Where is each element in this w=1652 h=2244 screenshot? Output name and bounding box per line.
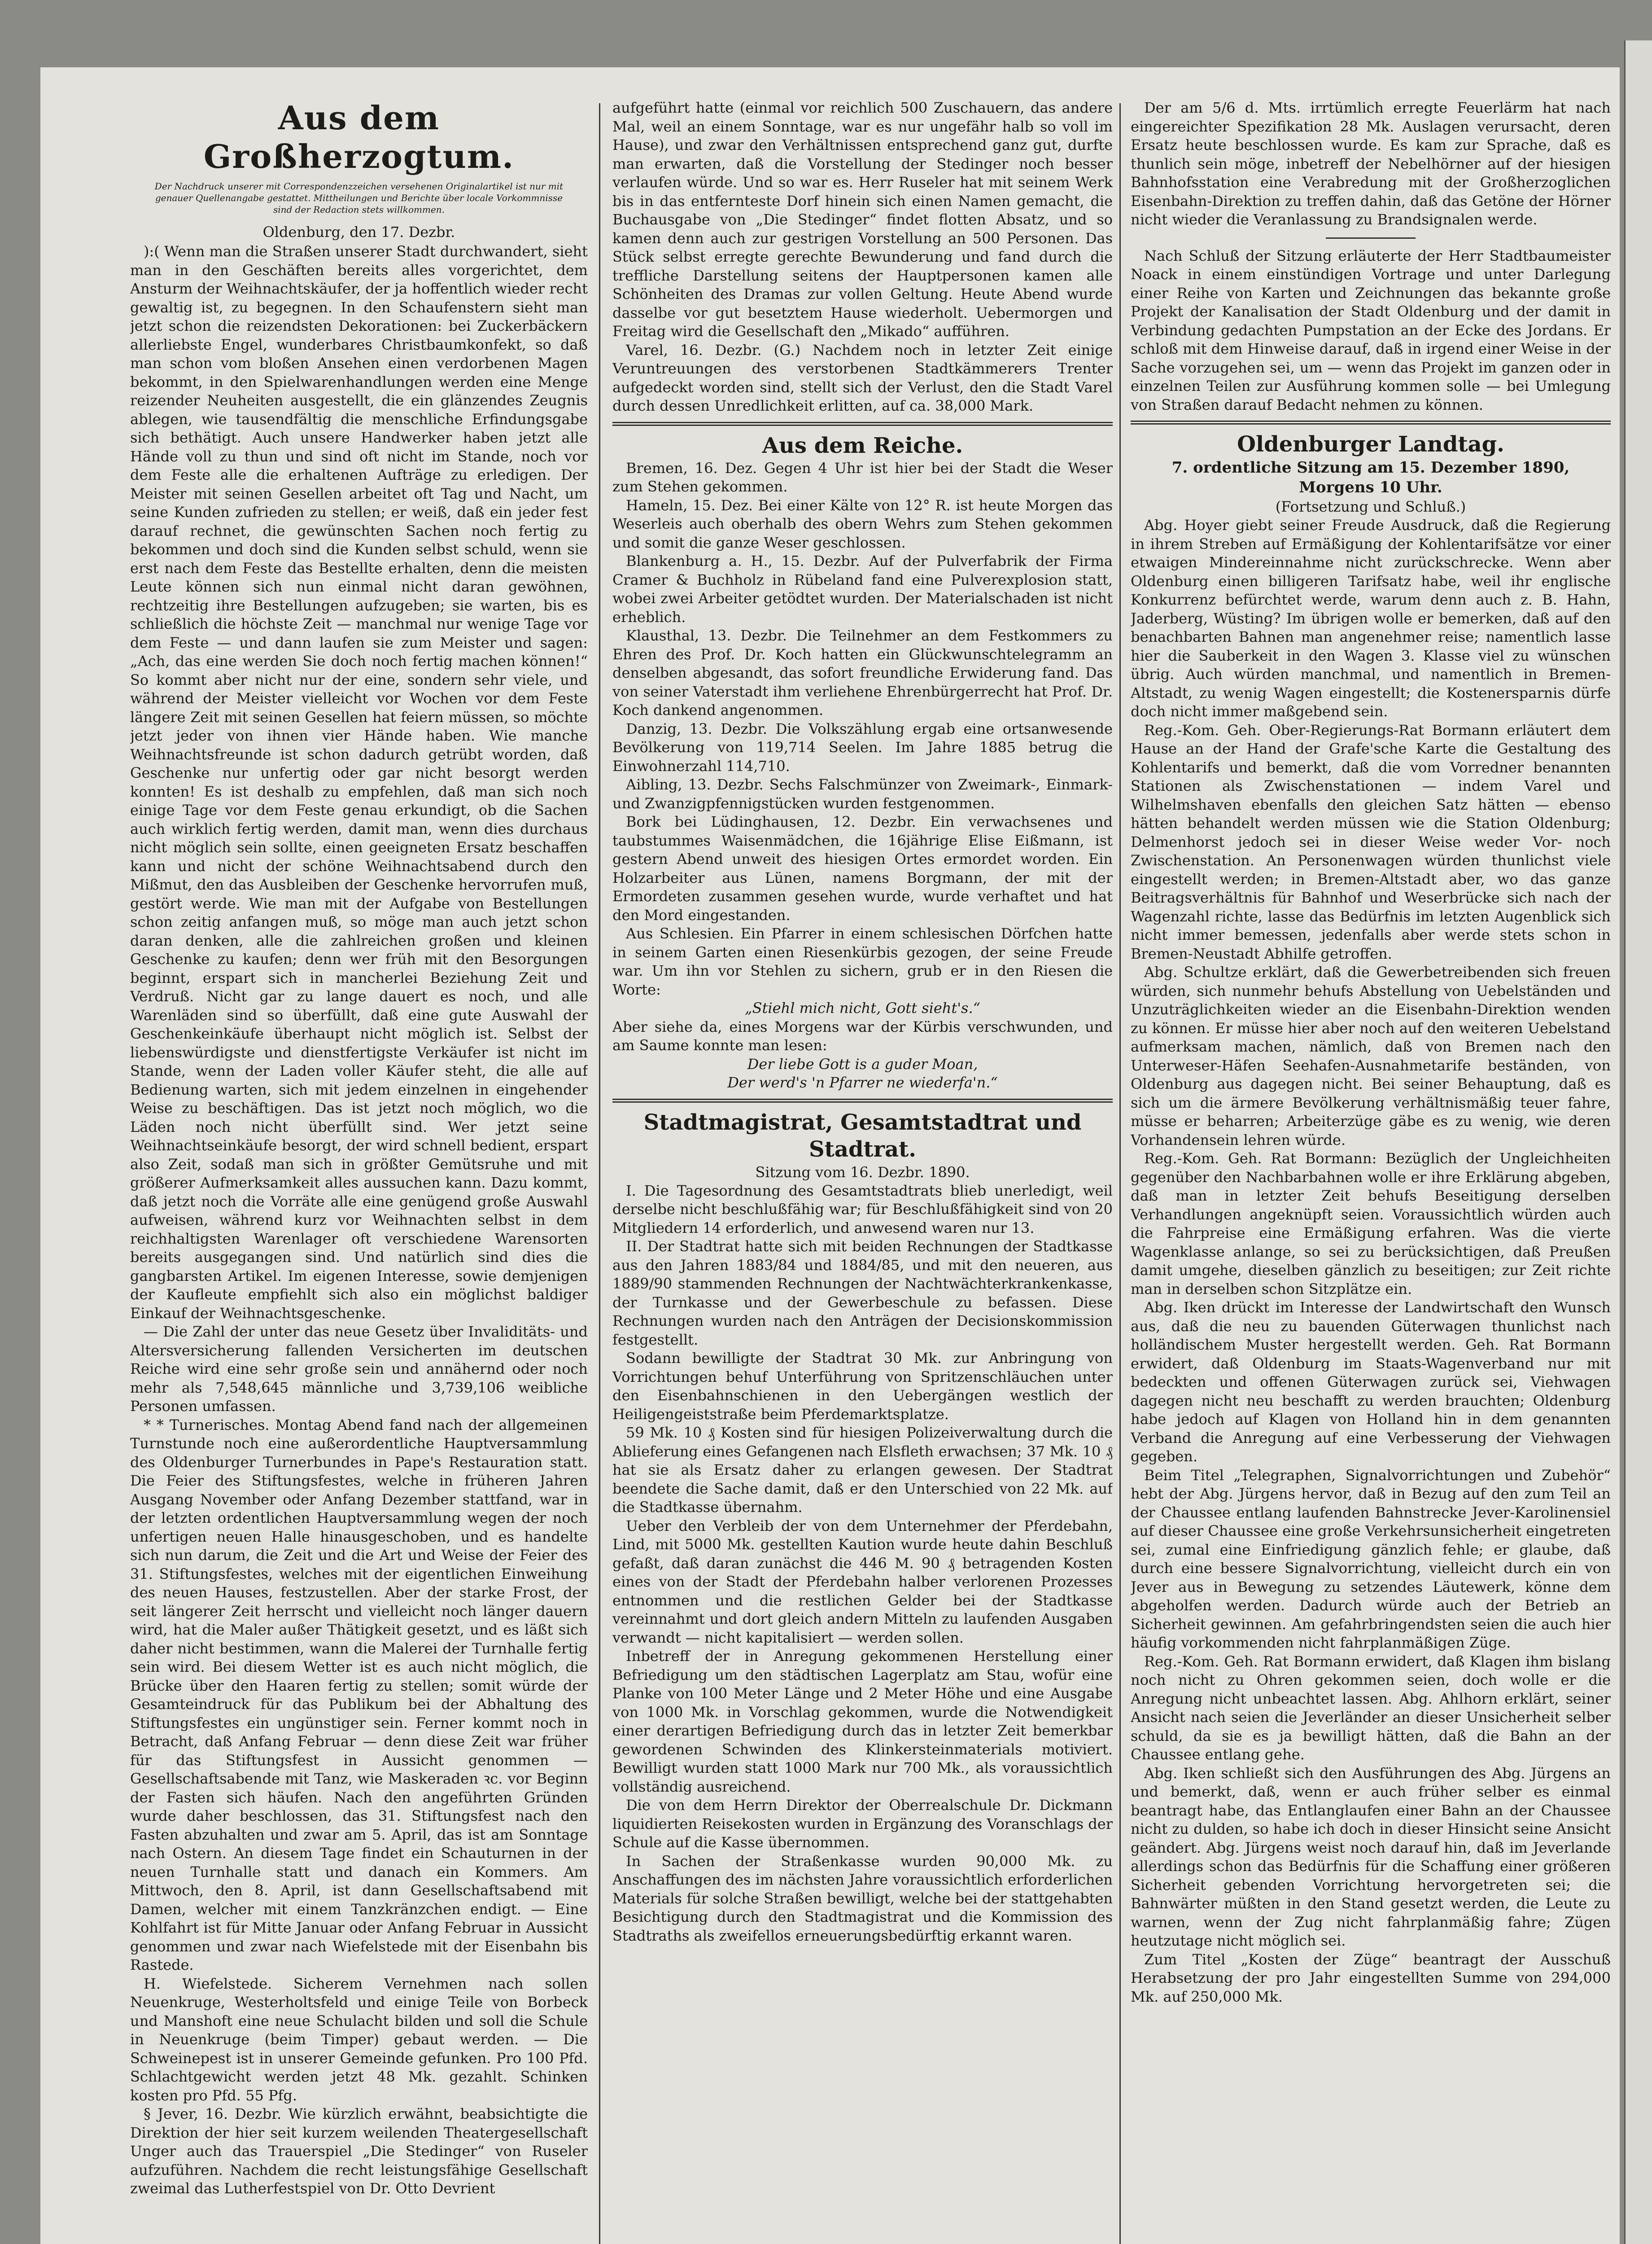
section-title: Stadtmagistrat, Gesamtstadtrat und Stadtrat. (643, 1109, 1082, 1162)
verse-line: Der werd's 'n Pfarrer ne wiederfa'n.“ (727, 1074, 998, 1091)
article-paragraph: aufgeführt hatte (einmal vor reichlich 500 Zuschauern, das andere Mal, weil an einem Sonntage, war es nur ungefähr halb so voll im Hause), und zwar den Verhältnissen entsprechend ganz gut, durfte man erwarten, daß die Vorstellung der Stedinger noch besser verlaufen würde. Und so war es. Herr Ruseler hat mit seinem Werk bis in das entfernteste Dorf hinein sich einen Namen gemacht, die Buchausgabe von „Die Stedinger“ findet flotten Absatz, und so kamen denn auch zur gestrigen Vorstellung an 500 Personen. Das Stück selbst erregte gerechte Bewunderung und fand durch die treffliche Darstellung seitens der Hauptpersonen kamen alle Schönheiten des Dramas zur vollen Geltung. Heute Abend wurde dasselbe vor gut besetztem Hause wiederholt. Uebermorgen und Freitag wird die Gesellschaft den „Mikado“ aufführen. (612, 99, 1113, 340)
column-2 (612, 99, 1113, 2244)
article-paragraph: Ueber den Verbleib der von dem Unternehmer der Pferdebahn, Lind, mit 5000 Mk. gestellten Kaution wurde heute dahin Beschluß gefaßt, daß daran zunächst die 446 M. 90 ₰ betragenden Kosten eines von der Stadt der Pferdebahn halber verlorenen Prozesses entnommen und die restlichen Gelder bei der Stadtkasse vereinnahmt und dort gleich andern Mitteln zu laufenden Ausgaben verwandt — nicht kapitalisiert — werden sollen. (612, 1517, 1113, 1646)
article-paragraph: Danzig, 13. Dezbr. Die Volkszählung ergab eine ortsanwesende Bevölkerung von 119,714 Seelen. Im Jahre 1885 betrug die Einwohnerzahl 114,710. (612, 720, 1113, 775)
section-divider (612, 422, 1113, 426)
article-paragraph: Zum Titel „Kosten der Züge“ beantragt der Ausschuß Herabsetzung der pro Jahr eingestellten Summe von 294,000 Mk. auf 250,000 Mk. (1131, 1950, 1611, 2005)
dateline: Oldenburg, den 17. Dezbr. (262, 224, 455, 241)
article-paragraph: II. Der Stadtrat hatte sich mit beiden Rechnungen der Stadtkasse aus den Jahren 1883/84 und 1884/85, und mit den neueren, aus 1889/90 stammenden Rechnungen der Nachtwächterkrankenkasse, der Turnkasse und der Gewerbeschule zu befassen. Diese Rechnungen wurden nach den Anträgen der Decisionskommission festgestellt. (612, 1238, 1113, 1348)
article-paragraph: ):( Wenn man die Straßen unserer Stadt durchwandert, sieht man in den Geschäften bereits alles vorgerichtet, dem Ansturm der Weihnachtskäufer, der ja hoffentlich wieder recht gewaltig ist, zu begegnen. In den Schaufenstern sieht man jetzt schon die reizendsten Dekorationen: bei Zuckerbäckern allerliebste Engel, wunderbares Christbaumkonfekt, so daß man schon vom bloßen Ansehen einen verdorbenen Magen bekommt, in den Spielwarenhandlungen werden eine Menge reizender Neuheiten ausgestellt, die ein glänzendes Zeugnis ablegen, wie tausendfältig die menschliche Erfindungsgabe sich bethätigt. Auch unsere Handwerker haben jetzt alle Hände voll zu thun und sind oft nicht im Stande, noch vor dem Feste alle die erhaltenen Aufträge zu erledigen. Der Meister mit seinen Gesellen arbeitet oft Tag und Nacht, um seine Kunden zufrieden zu stellen; er weiß, daß ein jeder fest darauf rechnet, die gewünschten Sachen noch fertig zu bekommen und doch sind die Kunden selbst schuld, wenn sie erst nach dem Feste das Bestellte erhalten, denn die meisten Leute können sich nun einmal nicht daran gewöhnen, rechtzeitig ihre Bestellungen aufzugeben; sie warten, bis es schließlich die höchste Zeit — manchmal nur wenige Tage vor dem Feste — und dann laufen sie zum Meister und sagen: „Ach, das eine werden Sie doch noch fertig machen können!“ So kommt aber nicht nur der eine, sondern sehr viele, und während der Meister vielleicht vor Wochen vor dem Feste längere Zeit mit seinen Gesellen hat feiern müssen, so möchte jetzt jeder von ihnen vier Hände haben. Wie manche Weihnachtsfreunde ist schon dadurch getrübt worden, daß Geschenke nur unfertig oder gar nicht besorgt werden konnten! Es ist deshalb zu empfehlen, daß man sich noch einige Tage vor dem Feste genau erkundigt, ob die Sachen auch wirklich fertig werden, damit man, wenn dies durchaus nicht möglich sein sollte, einen geeigneten Ersatz beschaffen kann und nicht der schöne Weihnachtsabend durch den Mißmut, den das Ausbleiben der Geschenke hervorrufen muß, gestört werde. Wie man mit der Aufgabe von Bestellungen schon zeitig anfangen muß, so möge man auch jetzt schon daran denken, alle die zahlreichen großen und kleinen Geschenke zu kaufen; denn wer früh mit den Besorgungen beginnt, erspart sich in mancherlei Beziehung Zeit und Verdruß. Nicht gar zu lange dauert es noch, und alle Warenläden sind so überfüllt, daß eine gute Auswahl der Geschenkeinkäufe überhaupt nicht möglich ist. Selbst der liebenswürdigste und dienstfertigste Verkäufer ist nicht im Stande, wenn der Laden voller Käufer steht, die alle auf Bedienung warten, sich mit jedem einzelnen in eingehender Weise zu beschäftigen. Das ist jetzt noch möglich, wo die Läden noch nicht überfüllt sind. Wer jetzt seine Weihnachtseinkäufe besorgt, der wird schnell bedient, erspart also Zeit, sodaß man sich in größter Gemütsruhe und mit größerer Aufmerksamkeit alles aussuchen kann. Dazu kommt, daß jetzt noch die Vorräte alle eine genügend große Auswahl aufweisen, während kurz vor Weihnachten selbst in dem reichhaltigsten Warenlager oft verschiedene Warensorten bereits ausgegangen sind. Und natürlich sind dies die gangbarsten Artikel. Im eigenen Interesse, sowie demjenigen der Kaufleute empfiehlt sich also ein möglichst baldiger Einkauf der Weihnachtsgeschenke. (130, 243, 588, 1322)
article-paragraph: Blankenburg a. H., 15. Dezbr. Auf der Pulverfabrik der Firma Cramer & Buchholz in Rübeland fand eine Pulverexplosion statt, wobei zwei Arbeiter getödtet wurden. Der Materialschaden ist nicht erheblich. (612, 552, 1113, 626)
column-3 (1131, 99, 1611, 2244)
article-paragraph: Abg. Iken drückt im Interesse der Landwirtschaft den Wunsch aus, daß die neu zu bauenden Güterwagen thunlichst nach holländischem Muster hergestellt werden. Geh. Rat Bormann erwidert, daß Oldenburg im Staats-Wagenverband nur mit bedeckten und offenen Güterwagen zurück sei, Viehwagen dagegen nicht neu beschafft zu werden brauchten; Oldenburg habe jedoch auf Klagen von Holland hin in dem genannten Verband die Anregung auf eine Verbesserung der Viehwagen gegeben. (1131, 1299, 1611, 1465)
article-paragraph: § Jever, 16. Dezbr. Wie kürzlich erwähnt, beabsichtigte die Direktion der hier seit kurzem weilenden Theatergesellschaft Unger auch das Trauerspiel „Die Stedinger“ von Ruseler aufzuführen. Nachdem die recht leistungsfähige Gesellschaft zweimal das Lutherfestspiel von Dr. Otto Devrient (130, 2105, 588, 2197)
section-title: Aus dem Reiche. (762, 433, 963, 458)
session-date: Sitzung vom 16. Dezbr. 1890. (755, 1163, 970, 1181)
adjacent-page-edge (1624, 40, 1652, 2244)
article-paragraph: Die von dem Herrn Direktor der Oberrealschule Dr. Dickmann liquidierten Reisekosten wurden in Ergänzung des Voranschlags der Schule auf die Kasse übernommen. (612, 1797, 1113, 1851)
article-paragraph: Klausthal, 13. Dezbr. Die Teilnehmer an dem Festkommers zu Ehren des Prof. Dr. Koch hatten ein Glückwunschtelegramm an denselben abgesandt, das sofort freundliche Erwiderung fand. Das von seiner Vaterstadt ihm verliehene Ehrenbürgerrecht hat Prof. Dr. Koch dankend angenommen. (612, 627, 1113, 719)
article-paragraph: — Die Zahl der unter das neue Gesetz über Invaliditäts- und Altersversicherung fallenden Versicherten im deutschen Reiche wird eine sehr große sein und annähernd oder noch mehr als 7,548,645 männliche und 3,739,106 weibliche Personen umfassen. (130, 1323, 588, 1415)
section-divider (1131, 421, 1611, 425)
verse-line: Aber siehe da, eines Morgens war der Kürbis verschwunden, und am Saume konnte man lesen: (612, 1018, 1113, 1054)
reprint-notice: Der Nachdruck unserer mit Correspondenzzeichen versehenen Originalartikel ist nur mit genauer Quellenangabe gestattet. Mittheilungen und Berichte über locale Vorkommnisse sind der Redaction stets willkommen. (154, 181, 564, 215)
article-paragraph: 59 Mk. 10 ₰ Kosten sind für hiesigen Polizeiverwaltung durch die Ablieferung eines Gefangenen nach Elsfleth erwachsen; 37 Mk. 10 ₰ hat sie als Ersatz daher zu erlangen gewesen. Der Stadtrat beendete die Sache damit, daß er den Unterschied von 22 Mk. auf die Stadtkasse übernahm. (612, 1424, 1113, 1516)
article-paragraph: Reg.-Kom. Geh. Rat Bormann: Bezüglich der Ungleichheiten gegenüber den Nachbarbahnen wolle er ihre Erklärung abgeben, daß man in letzter Zeit behufs Beseitigung derselben Verhandlungen angeknüpft seien. Voraussichtlich würden auch die Fahrpreise eine Ermäßigung erfahren. Was die vierte Wagenklasse anlange, so sei zu berücksichtigen, daß Preußen damit umgehe, dieselben gänzlich zu beseitigen; zur Zeit richte man in derselben schon Sitzplätze ein. (1131, 1150, 1611, 1297)
article-paragraph: Hameln, 15. Dez. Bei einer Kälte von 12° R. ist heute Morgen das Weserleis auch oberhalb des obern Wehrs zum Stehen gekommen und somit die ganze Weser geschlossen. (612, 496, 1113, 551)
article-paragraph: H. Wiefelstede. Sicherem Vernehmen nach sollen Neuenkruge, Westerholtsfeld und einige Teile von Borbeck und Manshoft eine neue Schulacht bilden und soll die Schule in Neuenkruge (beim Timper) gebaut werden. — Die Schweinepest ist in unserer Gemeinde gefunken. Pro 100 Pfd. Schlachtgewicht werden jetzt 48 Mk. gezahlt. Schinken kosten pro Pfd. 55 Pfg. (130, 1975, 588, 2104)
session-time: Morgens 10 Uhr. (1299, 478, 1442, 496)
column-rule (599, 103, 600, 2244)
short-divider (1326, 237, 1416, 239)
section-divider (612, 1099, 1113, 1103)
section-title: Aus dem Großherzogtum. (203, 99, 515, 175)
article-paragraph: Bremen, 16. Dez. Gegen 4 Uhr ist hier bei der Stadt die Weser zum Stehen gekommen. (612, 459, 1113, 495)
article-paragraph: I. Die Tagesordnung des Gesamtstadtrats blieb unerledigt, weil derselbe nicht beschlußfähig war; für Beschlußfähigkeit sind von 20 Mitgliedern 14 erforderlich, und anwesend waren nur 13. (612, 1182, 1113, 1236)
article-paragraph: Aibling, 13. Dezbr. Sechs Falschmünzer von Zweimark-, Einmark- und Zwanzigpfennigstücken wurden festgenommen. (612, 776, 1113, 812)
article-paragraph: Nach Schluß der Sitzung erläuterte der Herr Stadtbaumeister Noack in einem einstündigen Vortrage und unter Darlegung einer Reihe von Karten und Zeichnungen das bekannte große Projekt der Kanalisation der Stadt Oldenburg und der damit in Verbindung gedachten Pumpstation an der Ecke des Jordans. Er schloß mit dem Hinweise darauf, daß in irgend einer Weise in der Sache vorzugehen sei, um — wenn das Projekt im ganzen oder in einzelnen Teilen zur Ausführung kommen solle — bei Umlegung von Straßen darauf Bedacht nehmen zu können. (1131, 247, 1611, 413)
article-paragraph: Reg.-Kom. Geh. Ober-Regierungs-Rat Bormann erläutert dem Hause an der Hand der Grafe'sche Karte die Gestaltung des Kohlentarifs und bemerkt, daß die vom Vorredner benannten Stationen als Zwischenstationen — indem Varel und Wilhelmshaven ebenfalls den gleichen Satz hätten — ebenso hätten behandelt werden müssen wie die Station Oldenburg; Delmenhorst jedoch sei in dieser Weise weder Vor- noch Zwischenstation. An Personenwagen würden thunlichst viele eingestellt werden; in Bremen-Altstadt aber, wo das ganze Beitragsverhältnis für Bahnhof und Weserbrücke sich nach der Wagenzahl richte, lasse das Bedürfnis im letzten Augenblick sich nicht immer bemessen, jedenfalls aber werde stets schon in Bremen-Neustadt Abhilfe getroffen. (1131, 721, 1611, 962)
article-paragraph: Abg. Schultze erklärt, daß die Gewerbetreibenden sich freuen würden, sich nunmehr behufs Abstellung von Uebelständen und Unzuträglichkeiten wieder an die Eisenbahn-Direktion wenden zu können. Er müsse hier aber noch auf den weiteren Uebelstand aufmerksam machen, nämlich, daß von Bremen nach den Unterweser-Häfen Seehafen-Ausnahmetarife beständen, von Oldenburg aus dagegen nicht. Bei seiner Behauptung, daß es sich um die ärmere Bevölkerung verhältnismäßig teuer fahre, müsse er beharren; Arbeiterzüge gäbe es zu wenig, wie deren Vorhandensein lehren würde. (1131, 964, 1611, 1148)
article-paragraph: Beim Titel „Telegraphen, Signalvorrichtungen und Zubehör“ hebt der Abg. Jürgens hervor, daß in Bezug auf den zum Teil an der Chaussee entlang laufenden Bahnstrecke Jever-Karolinensiel auf dieser Chaussee eine große Verkehrsunsicherheit eingetreten sei, zumal eine Einfriedigung gänzlich fehle; er glaube, daß durch eine bessere Signalvorrichtung, vielleicht durch ein von Jever aus in Bewegung zu setzendes Läutewerk, könne dem abgeholfen werden. Dadurch würde auch der Betrieb an Sicherheit gewinnen. Am gefahrbringendsten seien die auch hier häufig vorkommenden nicht fahrplanmäßigen Züge. (1131, 1466, 1611, 1651)
article-paragraph: Bork bei Lüdinghausen, 12. Dezbr. Ein verwachsenes und taubstummes Waisenmädchen, die 16jährige Elise Eißmann, ist gestern Abend unweit des hiesigen Ortes ermordet worden. Ein Holzarbeiter aus Lünen, namens Borgmann, der mit der Ermordeten zusammen gesehen wurde, wurde verhaftet und hat den Mord eingestanden. (612, 813, 1113, 924)
article-paragraph: In Sachen der Straßenkasse wurden 90,000 Mk. zu Anschaffungen des im nächsten Jahre voraussichtlich erforderlichen Materials für solche Straßen bewilligt, welche bei der stattgehabten Besichtigung durch den Stadtmagistrat und die Kommission des Stadtraths als zweifellos erneuerungsbedürftig erkannt waren. (612, 1852, 1113, 1944)
verse-line: Der liebe Gott is a guder Moan, (747, 1055, 978, 1073)
verse-line: „Stiehl mich nicht, Gott sieht's.“ (745, 999, 980, 1017)
article-paragraph: Aus Schlesien. Ein Pfarrer in einem schlesischen Dörfchen hatte in seinem Garten einen Riesenkürbis gezogen, der seine Freude war. Um ihn vor Stehlen zu sichern, grub er in den Riesen die Worte: (612, 925, 1113, 998)
article-paragraph: Abg. Hoyer giebt seiner Freude Ausdruck, daß die Regierung in ihrem Streben auf Ermäßigung der Kohlentarifsätze vor einer etwaigen Mindereinnahme nicht zurückschrecke. Wenn aber Oldenburg einen billigeren Tarifsatz habe, weil ihr englische Konkurrenz befürchtet werde, warum denn auch z. B. Hahn, Jaderberg, Wüsting? Im übrigen wolle er bemerken, daß auf den benachbarten Bahnen man angenehmer reise; namentlich lasse hier die Sauberkeit in den Wagen 3. Klasse viel zu wünschen übrig. Auch würden manchmal, und namentlich in Bremen-Altstadt, zu wenig Wagen eingestellt; die Kostenersparnis dürfe doch nicht immer maßgebend sein. (1131, 517, 1611, 720)
continuation-note: (Fortsetzung und Schluß.) (1275, 498, 1466, 515)
newspaper-page (40, 67, 1620, 2244)
article-paragraph: Reg.-Kom. Geh. Rat Bormann erwidert, daß Klagen ihm bislang noch nicht zu Ohren gekommen seien, doch wolle er die Anregung nicht unbeachtet lassen. Abg. Ahlhorn erklärt, seiner Ansicht nach seien die Jeverländer an dieser Unsicherheit selber schuld, da sie es ja bewilligt hätten, daß die Bahn an der Chaussee entlang gehe. (1131, 1652, 1611, 1763)
article-paragraph: Abg. Iken schließt sich den Ausführungen des Abg. Jürgens an und bemerkt, daß, wenn er auch früher selber es einmal beantragt habe, das Entlanglaufen einer Bahn an der Chaussee nicht zu dulden, so habe ich doch in dieser Hinsicht seine Ansicht geändert. Abg. Jürgens weist noch darauf hin, daß im Jeverlande allerdings schon das Bedürfnis für die Schaffung einer größeren Sicherheit gebenden Vorrichtung hervorgetreten sei; die Bahnwärter müßten in den Stand gesetzt werden, die Leute zu warnen, wenn der Zug nicht fahrplanmäßig fahre; Zügen heutzutage nicht möglich sei. (1131, 1764, 1611, 1949)
article-paragraph: Varel, 16. Dezbr. (G.) Nachdem noch in letzter Zeit einige Veruntreuungen des verstorbenen Stadtkämmerers Trenter aufgedeckt worden sind, stellt sich der Verlust, den die Stadt Varel durch dessen Unredlichkeit erlitten, auf ca. 38,000 Mark. (612, 341, 1113, 414)
article-paragraph: Inbetreff der in Anregung gekommenen Herstellung einer Befriedigung um den städtischen Lagerplatz am Stau, wofür eine Planke von 100 Meter Länge und 2 Meter Höhe und eine Ausgabe von 1000 Mk. in Vorschlag gekommen, wurde die Notwendigkeit einer derartigen Befriedigung durch das in letzter Zeit bemerkbar gewordenen Schwinden des Klinkersteinmaterials motiviert. Bewilligt wurden statt 1000 Mark nur 700 Mk., als voraussichtlich vollständig ausreichend. (612, 1648, 1113, 1795)
column-rule (1119, 103, 1121, 2244)
article-paragraph: * * Turnerisches. Montag Abend fand nach der allgemeinen Turnstunde noch eine außerordentliche Hauptversammlung des Oldenburger Turnerbundes in Pape's Restauration statt. Die Feier des Stiftungsfestes, welche in früheren Jahren Ausgang November oder Anfang Dezember stattfand, war in der letzten ordentlichen Hauptversammlung wegen der noch unfertigen neuen Halle hinausgeschoben, und es handelte sich nun darum, die Zeit und die Art und Weise der Feier des 31. Stiftungsfestes, welches mit der eigentlichen Einweihung des neuen Hauses, festzustellen. Aber der starke Frost, der seit längerer Zeit herrscht und vielleicht noch länger dauern wird, hat die Maler außer Thätigkeit gesetzt, und es läßt sich daher nicht bestimmen, wann die Malerei der Turnhalle fertig sein wird. Bei diesem Wetter ist es auch nicht möglich, die Brücke über den Haaren fertig zu stellen; somit würde der Gesamteindruck für das Publikum bei der Abhaltung des Stiftungsfestes ein ungünstiger sein. Ferner kommt noch in Betracht, daß Anfang Februar — denn diese Zeit war früher für das Stiftungsfest in Aussicht genommen — Gesellschaftsabende mit Tanz, wie Maskeraden ꝛc. vor Beginn der Fasten sich häufen. Nach den angeführten Gründen wurde daher beschlossen, das 31. Stiftungsfest nach den Fasten abzuhalten und zwar am 5. April, das ist am Sonntage nach Ostern. An diesem Tage findet ein Schauturnen in der neuen Turnhalle statt und danach ein Kommers. Am Mittwoch, den 8. April, ist dann Gesellschaftsabend mit Damen, welcher mit einem Tanzkränzchen endigt. — Eine Kohlfahrt ist für Mitte Januar oder Anfang Februar in Aussicht genommen und zwar nach Wiefelstede mit der Eisenbahn bis Rastede. (130, 1416, 588, 1973)
article-paragraph: Der am 5/6 d. Mts. irrtümlich erregte Feuerlärm hat nach eingereichter Spezifikation 28 Mk. Auslagen verursacht, deren Ersatz heute beschlossen wurde. Es kam zur Sprache, daß es thunlich sein möge, inbetreff der Nebelhörner auf der hiesigen Bahnhofsstation eine Verabredung mit der Großherzoglichen Eisenbahn-Direktion zu treffen dahin, daß das Getöne der Hörner nicht wieder die Veranlassung zu Brandsignalen werde. (1131, 99, 1611, 228)
section-title: Oldenburger Landtag. (1237, 432, 1504, 457)
article-paragraph: Sodann bewilligte der Stadtrat 30 Mk. zur Anbringung von Vorrichtungen behuf Unterführung von Spritzenschläuchen unter den Eisenbahnschienen in den Uebergängen westlich der Heiligengeiststraße beim Pferdemarktsplatze. (612, 1350, 1113, 1423)
column-1 (130, 99, 588, 2244)
session-line: 7. ordentliche Sitzung am 15. Dezember 1890, (1171, 459, 1570, 477)
